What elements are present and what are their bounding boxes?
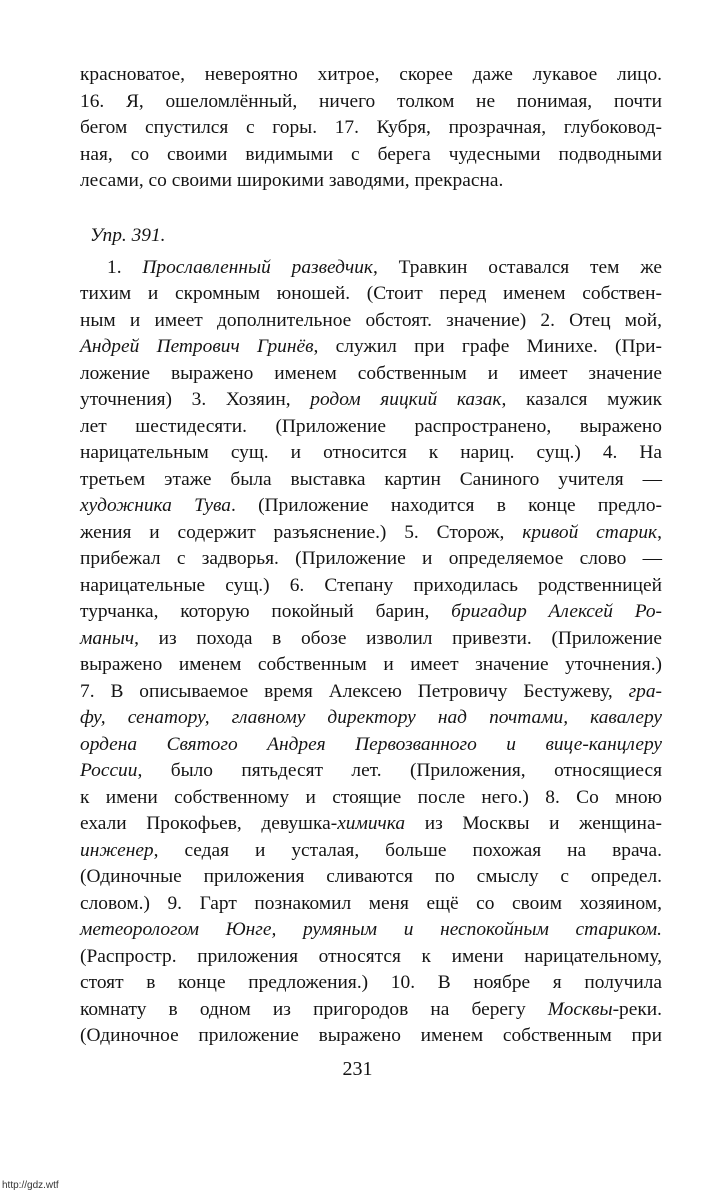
italic-segment: метеорологом Юнге, румяным и неспокойным стариком. bbox=[80, 919, 662, 940]
text-segment: (Распростр. приложения относятся к имени нарицательному, bbox=[80, 945, 662, 967]
page-body bbox=[80, 62, 662, 1050]
text-segment: словом.) 9. Гарт познакомил меня ещё со своим хозяином, bbox=[80, 892, 662, 914]
italic-segment: Андрей Петрович Гринёв bbox=[80, 336, 314, 357]
text-line bbox=[80, 785, 662, 812]
text-line bbox=[80, 440, 662, 467]
text-line bbox=[80, 652, 662, 679]
text-line bbox=[80, 732, 662, 759]
text-segment: , седая и усталая, больше похожая на врача. bbox=[153, 839, 662, 861]
italic-segment: бригадир Алексей Ро- bbox=[451, 601, 663, 622]
text-line bbox=[80, 361, 662, 388]
text-line bbox=[80, 944, 662, 971]
text-segment: бегом спустился с горы. 17. Кубря, прозрачная, глубоковод- bbox=[80, 117, 662, 138]
text-line bbox=[80, 1023, 662, 1050]
italic-segment: маныч bbox=[80, 627, 135, 649]
text-segment: ехали Прокофьев, девушка- bbox=[80, 813, 338, 834]
text-line bbox=[80, 168, 662, 195]
text-segment: жения и содержит разъяснение.) 5. Сторож, bbox=[80, 521, 523, 543]
watermark-text: http://gdz.wtf bbox=[2, 1180, 59, 1191]
text-line bbox=[80, 308, 662, 335]
text-segment: 7. В описываемое время Алексею Петровичу Бестужеву, bbox=[80, 680, 629, 702]
text-line bbox=[80, 679, 662, 706]
text-line bbox=[80, 115, 662, 142]
text-line bbox=[80, 758, 662, 785]
text-segment: тихим и скромным юношей. (Стоит перед именем собствен- bbox=[80, 283, 662, 304]
italic-segment: фу, сенатору, главному директору над почтами, кавалеру bbox=[80, 707, 662, 728]
text-line bbox=[80, 705, 662, 732]
italic-segment: ордена Святого Андрея Первозванного и вице-канцлеру bbox=[80, 733, 662, 755]
italic-segment: кривой старик bbox=[522, 521, 658, 543]
text-line bbox=[80, 546, 662, 573]
text-line bbox=[80, 891, 662, 918]
text-segment: , казался мужик bbox=[501, 389, 663, 410]
italic-segment: инженер bbox=[80, 839, 154, 861]
text-segment: , из похода в обозе изволил привезти. (Приложение bbox=[134, 627, 662, 649]
text-line bbox=[80, 255, 662, 282]
text-segment: нарицательные сущ.) 6. Степану приходилась родственницей bbox=[80, 574, 662, 596]
text-segment: выражено именем собственным и имеет значение уточнения.) bbox=[80, 654, 662, 675]
text-line bbox=[80, 281, 662, 308]
text-segment: третьем этаже была выставка картин Саниного учителя — bbox=[80, 468, 662, 490]
text-segment: прибежал с задворья. (Приложение и определяемое слово — bbox=[80, 548, 662, 569]
page-number: 231 bbox=[342, 1058, 373, 1080]
text-segment: (Одиночные приложения сливаются по смыслу с определ. bbox=[80, 866, 662, 887]
text-segment: ная, со своими видимыми с берега чудесными подводными bbox=[80, 143, 662, 165]
text-segment: из Москвы и женщина- bbox=[405, 813, 663, 834]
text-line bbox=[80, 864, 662, 891]
exercise-answer bbox=[80, 255, 662, 1050]
text-line bbox=[80, 997, 662, 1024]
text-segment: ложение выражено именем собственным и имеет значение bbox=[80, 362, 662, 384]
text-line bbox=[80, 387, 662, 414]
text-segment: к имени собственному и стоящие после него.) 8. Со мною bbox=[80, 786, 662, 808]
text-line bbox=[80, 493, 662, 520]
exercise-heading: Упр. 391. bbox=[90, 224, 166, 246]
text-line bbox=[80, 520, 662, 547]
text-segment: комнату в одном из пригородов на берегу bbox=[80, 998, 548, 1020]
paragraph-continuation bbox=[80, 62, 662, 195]
text-line bbox=[80, 917, 662, 944]
text-line bbox=[80, 626, 662, 653]
italic-segment: художника Тува bbox=[80, 495, 231, 516]
text-line bbox=[80, 838, 662, 865]
text-segment: , Травкин оставался тем же bbox=[372, 256, 662, 278]
text-segment: ным и имеет дополнительное обстоят. значение) 2. Отец мой, bbox=[80, 309, 662, 331]
text-segment: лет шестидесяти. (Приложение распространено, выражено bbox=[80, 415, 662, 437]
text-line bbox=[80, 599, 662, 626]
text-segment: . (Приложение находится в конце предло- bbox=[230, 495, 662, 516]
italic-segment: родом яицкий казак bbox=[310, 389, 502, 410]
text-line bbox=[80, 414, 662, 441]
text-segment: -реки. bbox=[612, 998, 662, 1020]
text-line bbox=[80, 142, 662, 169]
text-line bbox=[80, 62, 662, 89]
text-line bbox=[80, 334, 662, 361]
italic-segment: России bbox=[80, 760, 138, 781]
text-segment: , было пятьдесят лет. (Приложения, относящиеся bbox=[137, 760, 662, 781]
text-segment: красноватое, невероятно хитрое, скорее даже лукавое лицо. bbox=[80, 64, 662, 85]
text-segment: , bbox=[657, 521, 662, 543]
text-segment: уточнения) 3. Хозяин, bbox=[80, 389, 311, 410]
text-line bbox=[80, 467, 662, 494]
text-line bbox=[80, 970, 662, 997]
text-line bbox=[80, 573, 662, 600]
text-segment: нарицательным сущ. и относится к нариц. сущ.) 4. На bbox=[80, 442, 662, 463]
text-segment: лесами, со своими широкими заводями, прекрасна. bbox=[80, 170, 504, 191]
text-segment: , служил при графе Минихе. (При- bbox=[313, 336, 662, 357]
text-segment: 1. bbox=[107, 256, 143, 278]
italic-segment: Прославленный разведчик bbox=[142, 256, 373, 278]
italic-segment: гра- bbox=[628, 680, 662, 702]
text-line bbox=[80, 811, 662, 838]
text-segment: турчанка, которую покойный барин, bbox=[80, 601, 452, 622]
text-segment: (Одиночное приложение выражено именем собственным при bbox=[80, 1025, 662, 1046]
text-segment: стоят в конце предложения.) 10. В ноябре я получила bbox=[80, 972, 662, 993]
italic-segment: Москвы bbox=[547, 998, 613, 1020]
text-segment: 16. Я, ошеломлённый, ничего толком не понимая, почти bbox=[80, 90, 662, 112]
italic-segment: химичка bbox=[337, 813, 406, 834]
text-line bbox=[80, 89, 662, 116]
